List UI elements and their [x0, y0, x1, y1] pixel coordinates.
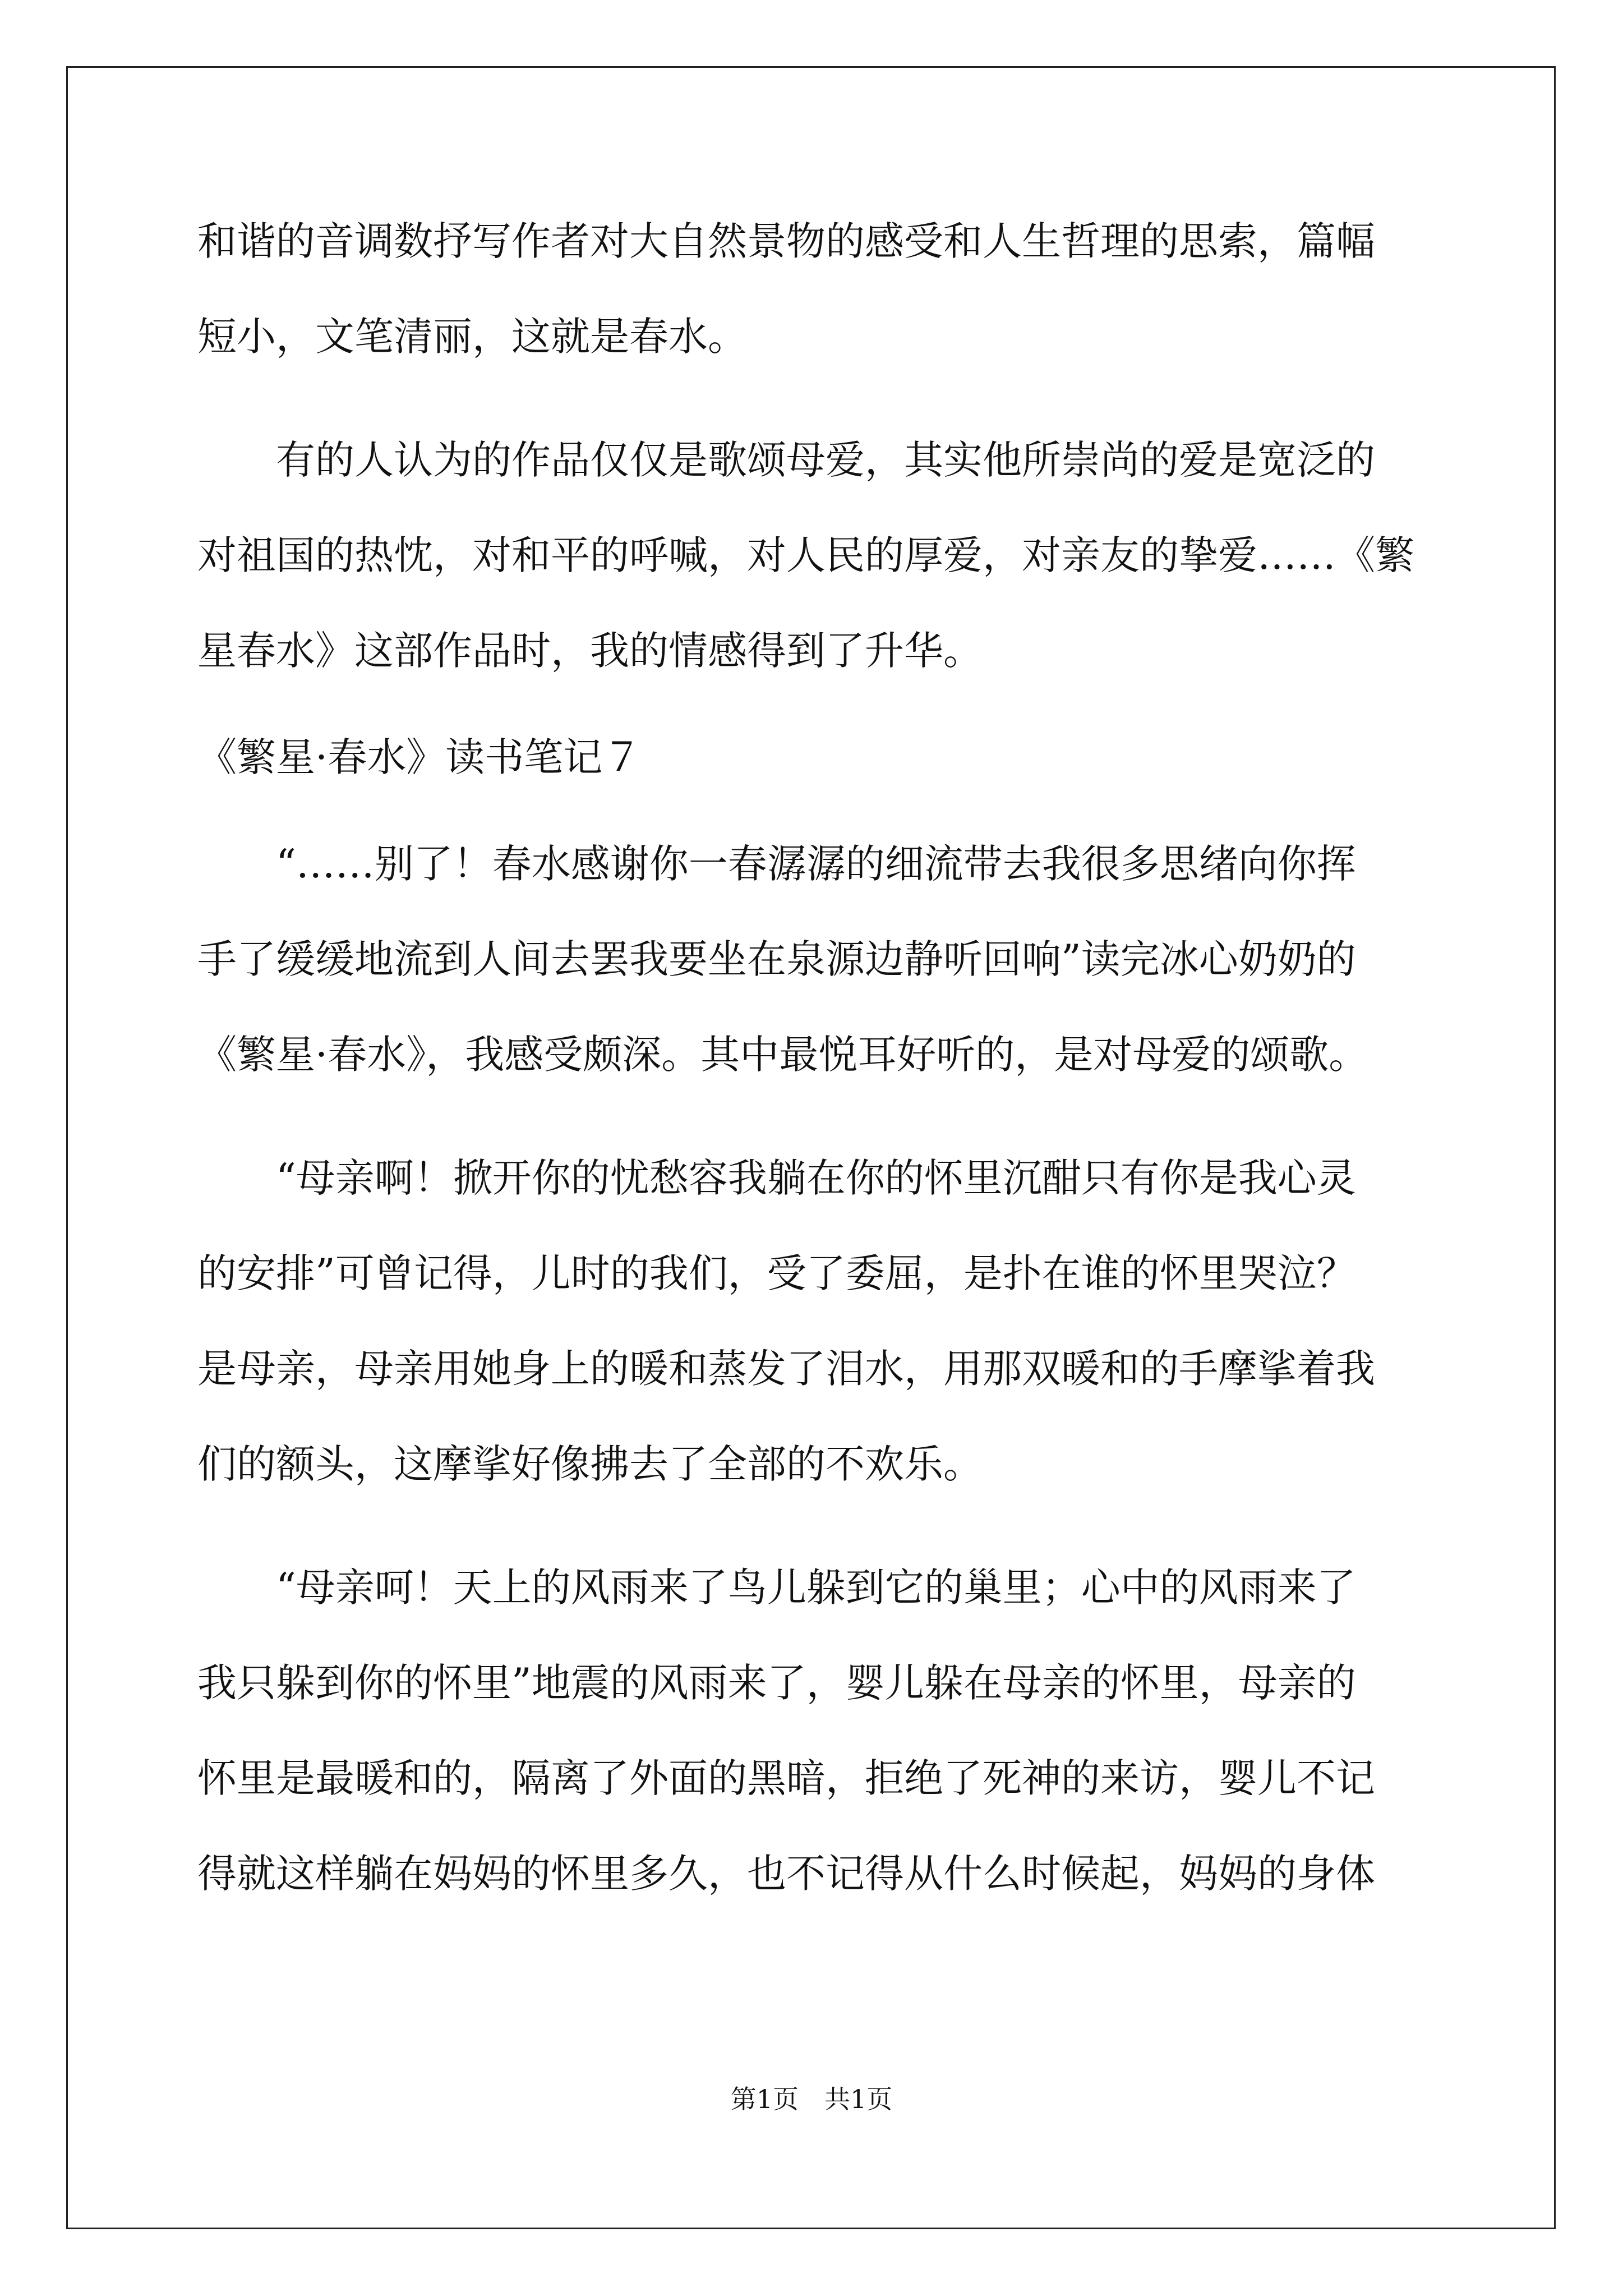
text-line: “母亲啊！掀开你的忧愁容我躺在你的怀里沉酣只有你是我心灵	[276, 1155, 1356, 1201]
text-line: 的安排”可曾记得，儿时的我们，受了委屈，是扑在谁的怀里哭泣？	[197, 1250, 1356, 1296]
text-line: 《繁星·春水》，我感受颇深。其中最悦耳好听的，是对母爱的颂歌。	[197, 1032, 1368, 1078]
text-line: 有的人认为的作品仅仅是歌颂母爱，其实他所崇尚的爱是宽泛的	[276, 437, 1375, 483]
text-line: 怀里是最暖和的，隔离了外面的黑暗，拒绝了死神的来访，婴儿不记	[197, 1755, 1375, 1801]
section-heading: 《繁星·春水》读书笔记７	[197, 734, 642, 780]
text-line: 手了缓缓地流到人间去罢我要坐在泉源边静听回响”读完冰心奶奶的	[197, 936, 1356, 982]
text-line: 对祖国的热忱，对和平的呼喊，对人民的厚爱，对亲友的挚爱……《繁	[197, 532, 1414, 578]
text-line: 是母亲，母亲用她身上的暖和蒸发了泪水，用那双暖和的手摩挲着我	[197, 1346, 1375, 1392]
text-line: 们的额头，这摩挲好像拂去了全部的不欢乐。	[197, 1441, 983, 1487]
page-number: 第1页 共1页	[730, 2084, 893, 2114]
text-line: “母亲呵！天上的风雨来了鸟儿躲到它的巢里；心中的风雨来了	[276, 1565, 1356, 1611]
text-line: 短小，文笔清丽，这就是春水。	[197, 314, 747, 360]
text-line: “……别了！春水感谢你一春潺潺的细流带去我很多思绪向你挥	[276, 841, 1356, 887]
text-line: 得就这样躺在妈妈的怀里多久，也不记得从什么时候起，妈妈的身体	[197, 1851, 1375, 1897]
text-line: 和谐的音调数抒写作者对大自然景物的感受和人生哲理的思索，篇幅	[197, 218, 1375, 264]
text-line: 我只躲到你的怀里”地震的风雨来了，婴儿躲在母亲的怀里，母亲的	[197, 1660, 1356, 1706]
page-border	[66, 66, 1556, 2229]
text-line: 星春水》这部作品时，我的情感得到了升华。	[197, 628, 983, 674]
